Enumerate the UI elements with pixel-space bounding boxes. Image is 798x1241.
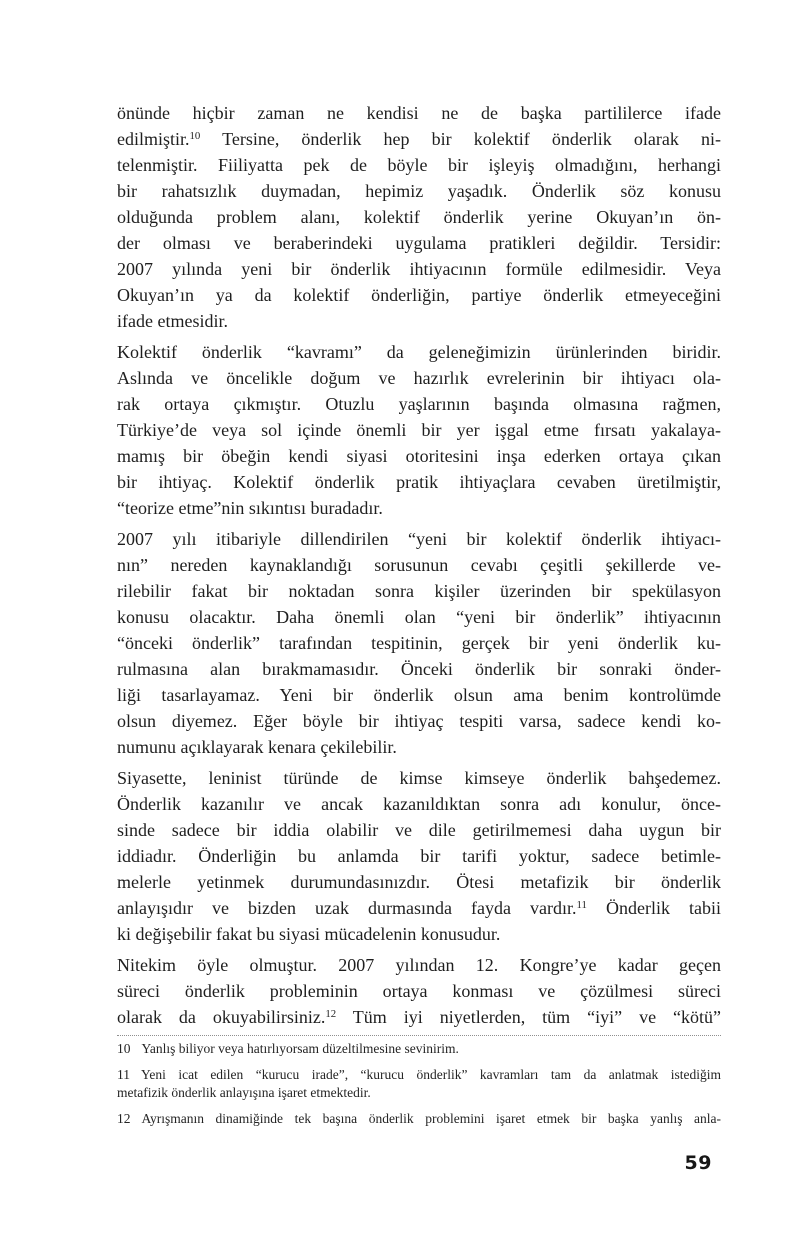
body-line: 2007 yılında yeni bir önderlik ihtiyacının formüle edilmesidir. Veya [117, 259, 721, 279]
body-line: önünde hiçbir zaman ne kendisi ne de başka partililerce ifade [117, 103, 721, 123]
body-line: rak ortaya çıkmıştır. Otuzlu yaşlarının başında olmasına rağmen, [117, 394, 721, 414]
body-line: rilebilir fakat bir noktadan sonra kişiler üzerinden bir spekülasyon [117, 581, 721, 601]
footnote-number: 10 [117, 1041, 131, 1056]
body-line: olduğunda problem alanı, kolektif önderlik yerine Okuyan’ın ön- [117, 207, 721, 227]
line-text: anlayışıdır ve bizden uzak durmasında fayda vardır. [117, 898, 577, 918]
line-text: Önderlik tabii [586, 898, 721, 918]
footnote-ref: 10 [189, 130, 201, 143]
line-text: Tüm iyi niyetlerden, tüm “iyi” ve “kötü” [336, 1007, 721, 1027]
page-number: 59 [684, 1152, 712, 1174]
footnotes-section [117, 1036, 721, 1128]
footnote-12 [117, 1110, 721, 1128]
body-line: Kolektif önderlik “kavramı” da geleneğimizin ürünlerinden biridir. [117, 342, 721, 362]
footnote-line [117, 1066, 721, 1084]
line-text: Tersine, önderlik hep bir kolektif önderlik olarak ni- [200, 129, 721, 149]
body-line [117, 1004, 721, 1030]
paragraph [117, 526, 721, 760]
body-line: “önceki önderlik” tarafından tespitinin, gerçek bir yeni önderlik ku- [117, 633, 721, 653]
body-line: mamış bir öbeğin kendi siyasi otoritesini inşa ederken ortaya çıkan [117, 446, 721, 466]
body-line: rulmasına alan bırakmamasıdır. Önceki önderlik bir sonraki önder- [117, 659, 721, 679]
body-line: nın” nereden kaynaklandığı sorusunun cevabı çeşitli şekillerde ve- [117, 555, 721, 575]
footnote-text: Yeni icat edilen “kurucu irade”, “kurucu önderlik” kavramları tam da anlatmak istediğim [141, 1067, 721, 1082]
body-line: bir rahatsızlık duymadan, hepimiz yaşadık. Önderlik söz konusu [117, 181, 721, 201]
footnote-11 [117, 1066, 721, 1102]
body-line: der olması ve beraberindeki uygulama pratikleri değildir. Tersidir: [117, 233, 721, 253]
body-line: iddiadır. Önderliğin bu anlamda bir tarifi yoktur, sadece betimle- [117, 846, 721, 866]
paragraph [117, 100, 721, 334]
footnote-ref: 12 [325, 1008, 337, 1021]
body-text [117, 100, 721, 1030]
footnote-number: 12 [117, 1111, 131, 1126]
body-line: melerle yetinmek durumundasınızdır. Ötesi metafizik bir önderlik [117, 872, 721, 892]
body-line: Nitekim öyle olmuştur. 2007 yılından 12. Kongre’ye kadar geçen [117, 955, 721, 975]
body-line: 2007 yılı itibariyle dillendirilen “yeni bir kolektif önderlik ihtiyacı- [117, 529, 721, 549]
body-line [117, 126, 721, 152]
footnote-number: 11 [117, 1067, 130, 1082]
body-line: ki değişebilir fakat bu siyasi mücadelenin konusudur. [117, 924, 501, 944]
paragraph [117, 765, 721, 947]
body-line: liği tasarlayamaz. Yeni bir önderlik olsun ama benim kontrolümde [117, 685, 721, 705]
body-line: Aslında ve öncelikle doğum ve hazırlık evrelerinin bir ihtiyacı ola- [117, 368, 721, 388]
body-line: numunu açıklayarak kenara çekilebilir. [117, 737, 397, 757]
body-line: sinde sadece bir iddia olabilir ve dile getirilmemesi daha uygun bir [117, 820, 721, 840]
body-line: bir ihtiyaç. Kolektif önderlik pratik ihtiyaçlara cevaben üretilmiştir, [117, 472, 721, 492]
body-line: telenmiştir. Fiiliyatta pek de böyle bir işleyiş olmadığını, herhangi [117, 155, 721, 175]
footnote-line [117, 1040, 721, 1058]
body-line: konusu olacaktır. Daha önemli olan “yeni bir önderlik” ihtiyacının [117, 607, 721, 627]
body-line: Türkiye’de veya sol içinde önemli bir yer işgal etme fırsatı yakalaya- [117, 420, 721, 440]
paragraph [117, 339, 721, 521]
body-line: süreci önderlik probleminin ortaya konması ve çözülmesi süreci [117, 981, 721, 1001]
footnote-10 [117, 1040, 721, 1058]
line-text: olarak da okuyabilirsiniz. [117, 1007, 326, 1027]
paragraph [117, 952, 721, 1030]
footnote-ref: 11 [576, 899, 587, 912]
body-line [117, 895, 721, 921]
text-block [117, 100, 721, 1128]
footnote-line: metafizik önderlik anlayışına işaret etmektedir. [117, 1085, 371, 1100]
body-line: olsun diyemez. Eğer böyle bir ihtiyaç tespiti varsa, sadece kendi ko- [117, 711, 721, 731]
line-text: edilmiştir. [117, 129, 190, 149]
body-line: Siyasette, leninist türünde de kimse kimseye önderlik bahşedemez. [117, 768, 721, 788]
body-line: Önderlik kazanılır ve ancak kazanıldıktan sonra adı konulur, önce- [117, 794, 721, 814]
body-line: Okuyan’ın ya da kolektif önderliğin, partiye önderlik etmeyeceğini [117, 285, 721, 305]
footnote-line [117, 1110, 721, 1128]
footnote-text: Ayrışmanın dinamiğinde tek başına önderlik problemini işaret etmek bir başka yanlış anla- [141, 1111, 721, 1126]
body-line: “teorize etme”nin sıkıntısı buradadır. [117, 498, 383, 518]
body-line: ifade etmesidir. [117, 311, 228, 331]
footnote-text: Yanlış biliyor veya hatırlıyorsam düzeltilmesine sevinirim. [141, 1041, 459, 1056]
